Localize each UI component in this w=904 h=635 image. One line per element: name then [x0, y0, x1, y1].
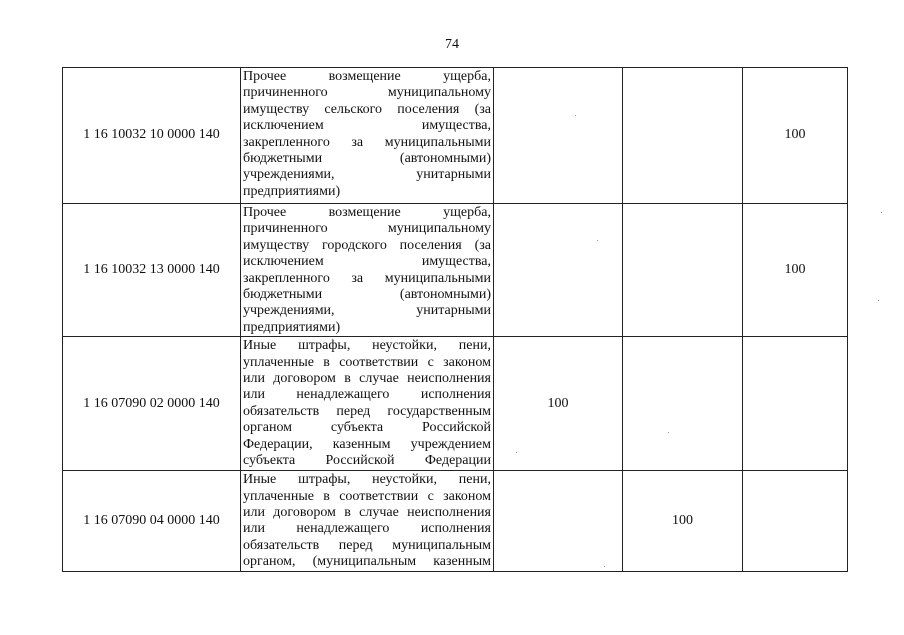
description-word: неисполнения — [407, 371, 491, 387]
revenue-description-cell — [241, 337, 494, 471]
description-word: возмещение — [328, 205, 401, 220]
scan-speck — [881, 212, 882, 213]
description-line — [243, 151, 491, 167]
description-word: Иные — [243, 472, 277, 488]
description-line — [243, 472, 491, 488]
value-cell-column-5: 100 — [743, 204, 848, 337]
description-word: поселения — [399, 237, 462, 253]
description-line — [243, 303, 491, 319]
scan-speck — [575, 115, 576, 116]
description-line — [243, 287, 491, 303]
description-word: или — [243, 387, 265, 403]
value-cell-column-3 — [494, 471, 623, 572]
description-word: (за — [474, 101, 491, 117]
description-word: муниципальному — [387, 85, 491, 101]
description-word: ненадлежащего — [296, 521, 390, 537]
description-word: законом — [443, 354, 491, 370]
description-line — [243, 254, 491, 270]
description-line — [243, 167, 491, 183]
description-line — [243, 320, 491, 336]
scan-speck — [668, 432, 669, 433]
description-word: неустойки, — [372, 338, 437, 354]
scan-speck — [597, 240, 598, 241]
value-cell-column-4 — [623, 204, 743, 337]
description-word: ненадлежащего — [296, 387, 390, 403]
description-word: соответствии — [339, 354, 419, 370]
description-word: Федерации — [424, 453, 491, 469]
description-line — [243, 85, 491, 101]
description-word: уплаченные — [243, 488, 314, 504]
description-word: муниципальными — [384, 270, 491, 286]
description-word: исключением — [243, 118, 324, 134]
description-word: пени, — [458, 472, 491, 488]
description-word: штрафы, — [298, 472, 351, 488]
description-line — [243, 387, 491, 403]
description-word: предприятиями) — [243, 183, 341, 199]
revenue-description-cell — [241, 204, 494, 337]
description-word: закрепленного — [243, 134, 330, 150]
scan-speck — [516, 452, 517, 453]
description-word: Российской — [325, 453, 395, 469]
description-line — [243, 521, 491, 537]
value-cell-column-3: 100 — [494, 337, 623, 471]
description-word: с — [427, 488, 434, 504]
description-word: случае — [359, 505, 399, 521]
description-word: или — [243, 505, 265, 521]
description-line — [243, 355, 491, 371]
description-word: ущерба, — [443, 205, 491, 220]
description-word: в — [344, 371, 351, 387]
description-word: обязательств — [243, 403, 320, 419]
description-word: перед — [338, 537, 373, 553]
description-word: (автономными) — [399, 287, 491, 303]
description-word: имуществу — [243, 237, 310, 253]
description-word: муниципальному — [387, 221, 491, 237]
value-cell-column-4 — [623, 68, 743, 204]
description-line — [243, 271, 491, 287]
description-word: за — [351, 270, 364, 286]
classification-code-cell: 1 16 07090 04 0000 140 — [63, 471, 241, 572]
description-word: учреждением — [410, 436, 491, 452]
description-word: (за — [474, 237, 491, 253]
value-cell-column-4: 100 — [623, 471, 743, 572]
description-line — [243, 371, 491, 387]
description-word: Федерации, — [243, 436, 313, 452]
description-word: предприятиями) — [243, 319, 341, 335]
description-word: (муниципальным — [312, 554, 417, 570]
value-cell-column-3 — [494, 204, 623, 337]
description-word: государственным — [387, 403, 491, 419]
description-word: Иные — [243, 338, 277, 354]
description-line — [243, 205, 491, 221]
description-word: имущества, — [421, 118, 491, 134]
description-word: сельского — [324, 101, 383, 117]
description-line — [243, 69, 491, 85]
description-line — [243, 102, 491, 118]
description-word: унитарными — [416, 303, 491, 319]
description-word: возмещение — [328, 69, 401, 84]
budget-classification-table — [62, 67, 848, 572]
description-word: договором — [273, 505, 336, 521]
description-line — [243, 437, 491, 453]
description-word: муниципальными — [384, 134, 491, 150]
description-line — [243, 505, 491, 521]
description-word: органом, — [243, 554, 296, 570]
description-word: Прочее — [243, 69, 287, 84]
description-word: обязательств — [243, 537, 320, 553]
description-word: бюджетными — [243, 151, 323, 167]
revenue-description-cell — [241, 471, 494, 572]
description-line — [243, 238, 491, 254]
description-word: органом — [243, 420, 293, 436]
description-line — [243, 184, 491, 200]
description-line — [243, 489, 491, 505]
value-cell-column-3 — [494, 68, 623, 204]
description-word: закрепленного — [243, 270, 330, 286]
description-word: поселения — [397, 101, 460, 117]
value-cell-column-4 — [623, 337, 743, 471]
value-cell-column-5: 100 — [743, 68, 848, 204]
page-number: 74 — [445, 37, 459, 52]
table-row — [63, 204, 848, 337]
description-word: причиненного — [243, 221, 328, 237]
description-word: казенным — [433, 554, 491, 570]
description-word: муниципальным — [392, 537, 491, 553]
value-cell-column-5 — [743, 337, 848, 471]
description-word: в — [323, 354, 330, 370]
table-row — [63, 471, 848, 572]
classification-code-cell: 1 16 10032 13 0000 140 — [63, 204, 241, 337]
description-word: случае — [359, 371, 399, 387]
description-word: исключением — [243, 254, 324, 270]
description-word: в — [344, 505, 351, 521]
description-line — [243, 538, 491, 554]
description-line — [243, 453, 491, 469]
description-word: Прочее — [243, 205, 287, 220]
description-word: субъекта — [330, 420, 384, 436]
value-cell-column-5 — [743, 471, 848, 572]
description-word: в — [323, 488, 330, 504]
description-word: пени, — [458, 338, 491, 354]
description-word: или — [243, 371, 265, 387]
description-line — [243, 338, 491, 354]
scan-speck — [604, 566, 605, 567]
description-word: исполнения — [420, 521, 491, 537]
description-word: имущества, — [421, 254, 491, 270]
description-word: причиненного — [243, 85, 328, 101]
description-word: (автономными) — [399, 151, 491, 167]
description-word: учреждениями, — [243, 303, 335, 319]
description-word: бюджетными — [243, 287, 323, 303]
description-word: договором — [273, 371, 336, 387]
description-word: неустойки, — [372, 472, 437, 488]
description-line — [243, 221, 491, 237]
description-word: субъекта — [243, 453, 296, 469]
table-row — [63, 68, 848, 204]
description-word: с — [427, 354, 434, 370]
description-word: ущерба, — [443, 69, 491, 84]
description-line — [243, 420, 491, 436]
description-word: уплаченные — [243, 354, 314, 370]
description-word: имуществу — [243, 101, 310, 117]
description-word: соответствии — [339, 488, 419, 504]
description-line — [243, 404, 491, 420]
description-word: штрафы, — [298, 338, 351, 354]
description-word: исполнения — [420, 387, 491, 403]
description-line — [243, 554, 491, 570]
description-word: за — [351, 134, 364, 150]
description-line — [243, 135, 491, 151]
description-word: законом — [443, 488, 491, 504]
description-word: Российской — [422, 420, 491, 436]
description-word: унитарными — [416, 167, 491, 183]
description-word: учреждениями, — [243, 167, 335, 183]
description-word: или — [243, 521, 265, 537]
description-word: казенным — [332, 436, 391, 452]
description-word: перед — [336, 403, 371, 419]
classification-code-cell: 1 16 07090 02 0000 140 — [63, 337, 241, 471]
description-word: неисполнения — [407, 505, 491, 521]
classification-code-cell: 1 16 10032 10 0000 140 — [63, 68, 241, 204]
revenue-description-cell — [241, 68, 494, 204]
description-line — [243, 118, 491, 134]
scan-speck — [878, 300, 879, 301]
table-body — [63, 68, 848, 572]
description-word: городского — [322, 237, 387, 253]
table-row — [63, 337, 848, 471]
